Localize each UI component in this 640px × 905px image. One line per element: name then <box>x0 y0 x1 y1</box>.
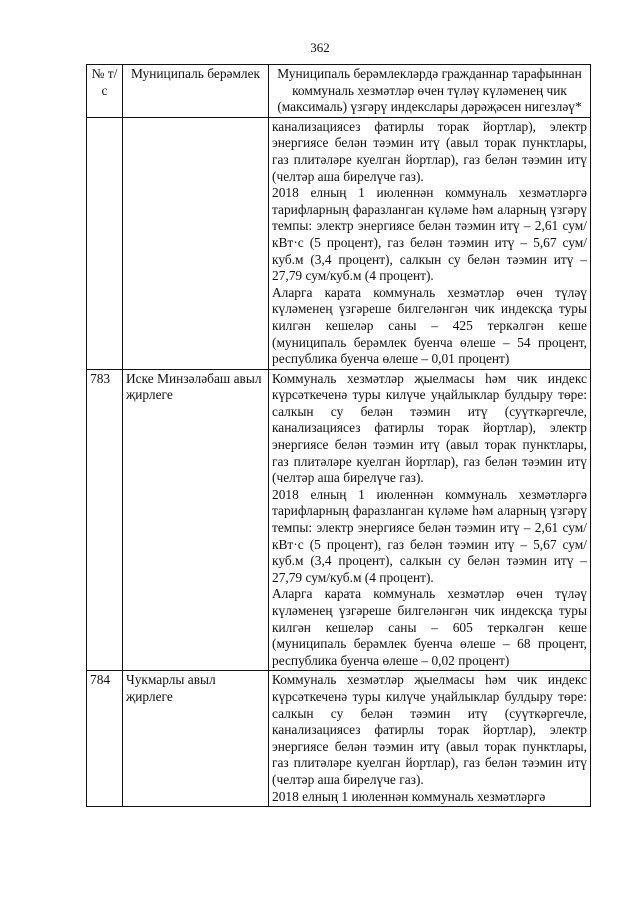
paragraph: 2018 елның 1 июленнән коммуналь хезмәтләргә тарифларның фаразланган күләме һәм аларның үзгәрү темпы: электр энергиясе белән тәэмин итү – 2,61 сум/кВт·с (5 процент), газ белән тәэмин итү – 5,67 сум/куб.м (3,4 процент), салкын су белән тәэмин итү – 27,79 сум/куб.м (4 процент). <box>272 185 587 284</box>
cell-justification <box>269 117 591 369</box>
table-row-continued <box>87 117 591 369</box>
page-number: 362 <box>310 40 330 55</box>
paragraph: Аларга карата коммуналь хезмәтләр өчен түләү күләменең үзгәреше билгеләнгән чик индексқа туры килгән кешеләр саны – 605 теркәлгән кеше (муниципаль берәмлек буенча өлеше – 68 процент, республика буенча өлеше – 0,02 процент) <box>272 586 587 668</box>
cell-justification <box>269 671 591 807</box>
header-number: № т/с <box>87 65 123 118</box>
paragraph: 2018 елның 1 июленнән коммуналь хезмәтләргә тарифларның фаразланган күләме һәм аларның үзгәрү темпы: электр энергиясе белән тәэмин итү – 2,61 сум/кВт·с (5 процент), газ белән тәэмин итү – 5,67 сум/куб.м (3,4 процент), салкын су белән тәэмин итү – 27,79 сум/куб.м (4 процент). <box>272 486 587 585</box>
row-number: 783 <box>87 369 123 671</box>
table-row <box>87 369 591 671</box>
header-municipality: Муниципаль берәмлек <box>123 65 269 118</box>
header-justification: Муниципаль берәмлекләрдә гражданнар тарафыннан коммуналь хезмәтләр өчен түләү күләменең чик (максималь) үзгәрү индекслары дәрәҗәсен нигезләү* <box>269 65 591 118</box>
table-row <box>87 671 591 807</box>
utility-index-table <box>86 64 591 807</box>
cell-justification <box>269 369 591 671</box>
paragraph: канализациясез фатирлы торак йортлар), электр энергиясе белән тәэмин итү (авыл торак пунктлары, газ плитәләре куелган йортлар), газ белән тәэмин итү (челтәр аша бирелүче газ). <box>272 118 587 184</box>
cell-number-empty <box>87 117 123 369</box>
row-number: 784 <box>87 671 123 807</box>
municipality-name: Чукмарлы авыл җирлеге <box>123 671 269 807</box>
municipality-name: Иске Минзәләбаш авыл җирлеге <box>123 369 269 671</box>
paragraph: 2018 елның 1 июленнән коммуналь хезмәтләргә <box>272 788 546 804</box>
paragraph: Коммуналь хезмәтләр җыелмасы һәм чик индекс күрсәткеченә туры килүче уңайлыклар булдыру төре: салкын су белән тәэмин итү (суүткәргечле, канализациясез фатирлы торак йортлар), электр энергиясе белән тәэмин итү (авыл торак пунктлары, газ плитәләре куелган йортлар), газ белән тәэмин итү (челтәр аша бирелүче газ). <box>272 370 587 486</box>
paragraph: Аларга карата коммуналь хезмәтләр өчен түләү күләменең үзгәреше билгеләнгән чик индексқа туры килгән кешеләр саны – 425 теркәлгән кеше (муниципаль берәмлек буенча өлеше – 54 процент, республика буенча өлеше – 0,01 процент) <box>272 284 587 367</box>
cell-name-empty <box>123 117 269 369</box>
paragraph: Коммуналь хезмәтләр җыелмасы һәм чик индекс күрсәткеченә туры килүче уңайлыклар булдыру төре: салкын су белән тәэмин итү (суүткәргечле, канализациясез фатирлы торак йортлар), электр энергиясе белән тәэмин итү (авыл торак пунктлары, газ плитәләре куелган йортлар), газ белән тәэмин итү (челтәр аша бирелүче газ). <box>272 672 587 787</box>
table-header-row <box>87 65 591 118</box>
